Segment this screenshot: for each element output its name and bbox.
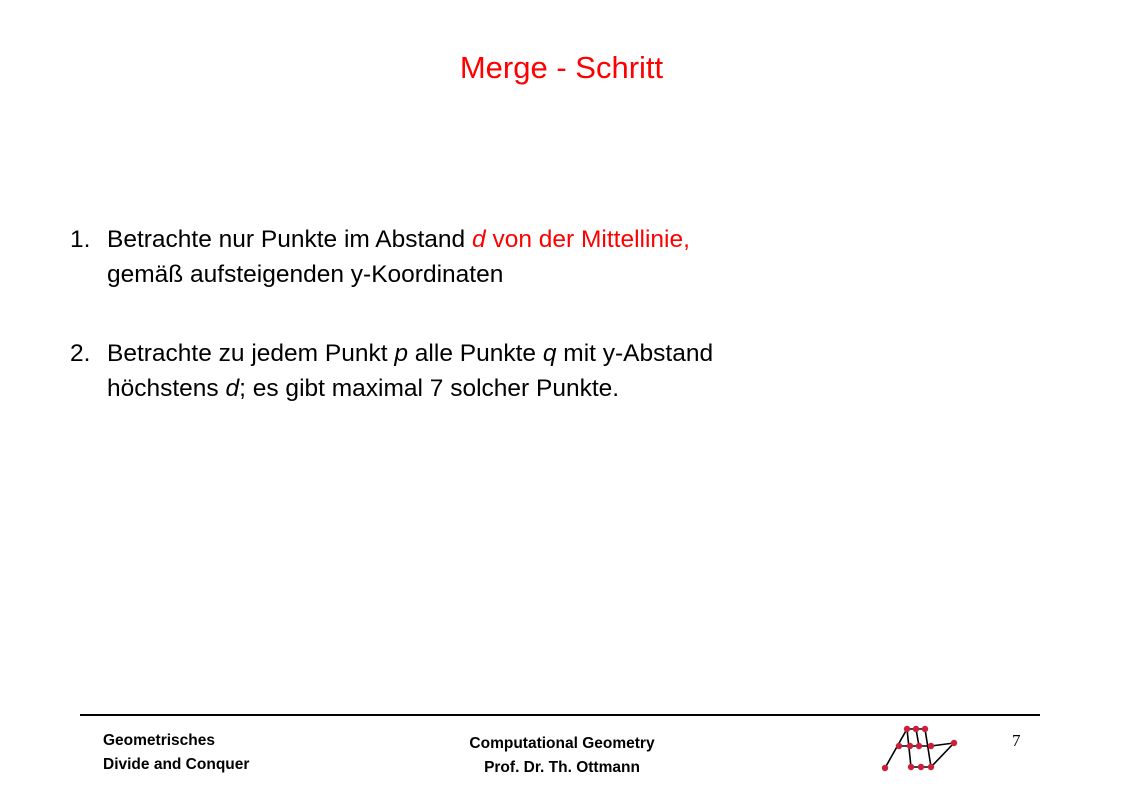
footer-center-line-2: Prof. Dr. Th. Ottmann <box>484 759 640 776</box>
list-item-2-text-c: mit y-Abstand <box>556 340 714 367</box>
list-item-1 <box>70 222 690 292</box>
list-item-2-text-e: ; es gibt maximal 7 solcher Punkte. <box>239 375 620 402</box>
footer-center <box>412 732 712 780</box>
list-item-1-line-1 <box>70 222 690 257</box>
list-item-1-text-end: von der Mittellinie, <box>485 226 690 253</box>
footer-divider <box>80 714 1040 716</box>
list-item-1-text-start: Betrachte nur Punkte im Abstand <box>107 226 472 253</box>
page-number: 7 <box>1012 731 1021 750</box>
list-item-2-text-a: Betrachte zu jedem Punkt <box>107 340 395 367</box>
footer-left-line-2: Divide and Conquer <box>103 756 250 773</box>
slide-title: Merge - Schritt <box>459 50 664 85</box>
list-item-1-variable-d: d <box>472 226 486 253</box>
list-item-1-number: 1. <box>70 226 91 253</box>
list-item-2-variable-p: p <box>394 340 408 367</box>
list-item-2-number: 2. <box>70 340 91 367</box>
list-item-1-line-2: gemäß aufsteigenden y-Koordinaten <box>107 261 504 288</box>
list-item-2 <box>70 336 713 406</box>
list-item-2-line-1 <box>70 336 713 371</box>
list-item-2-line-2 <box>70 371 713 406</box>
footer-left-line-1: Geometrisches <box>103 732 215 749</box>
ad-logo-icon <box>878 719 958 775</box>
list-item-2-variable-d: d <box>225 375 240 402</box>
footer-center-line-1: Computational Geometry <box>469 735 655 752</box>
list-item-2-text-d: höchstens <box>107 375 226 402</box>
list-item-2-text-b: alle Punkte <box>408 340 543 367</box>
footer-left <box>103 729 249 777</box>
list-item-2-variable-q: q <box>542 340 557 367</box>
